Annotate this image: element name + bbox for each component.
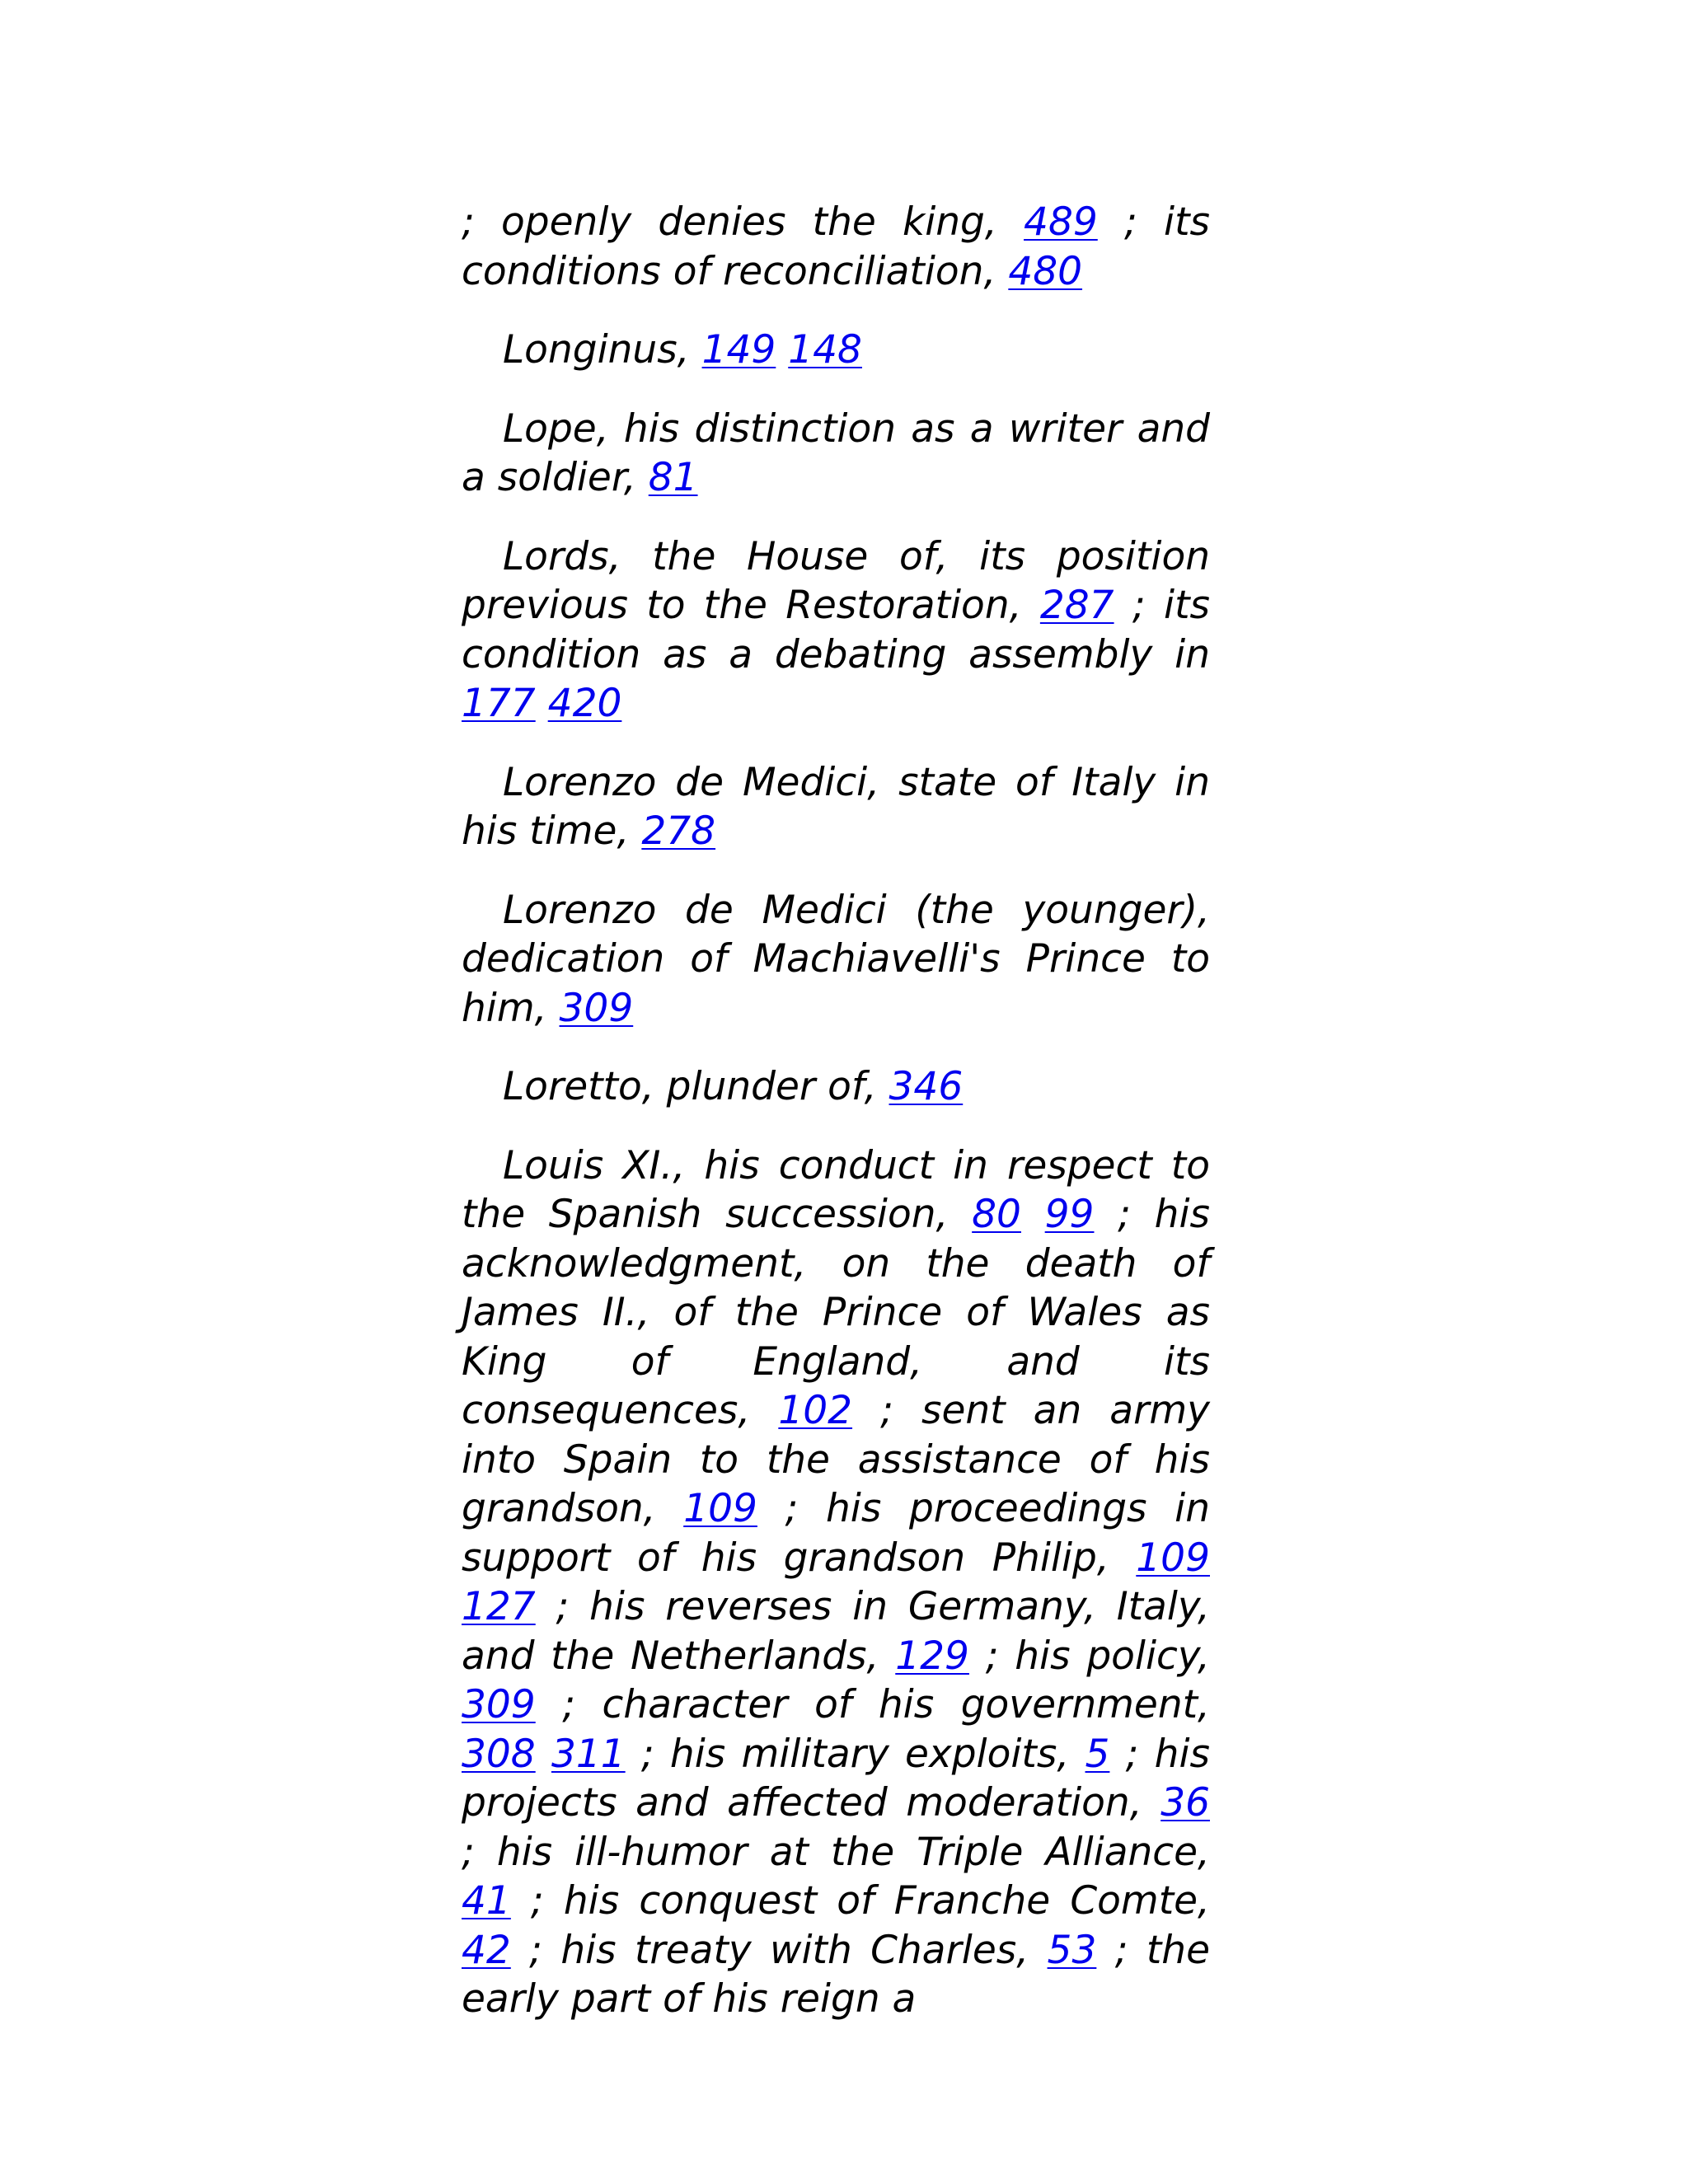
index-entry [462,886,1210,1033]
index-entry-text: ; the early part of his reign a [462,1927,1210,2022]
index-entry-text [536,681,548,726]
index-entry [462,405,1210,503]
page-reference-link[interactable]: 311 [551,1731,626,1777]
page-reference-link[interactable]: 102 [778,1388,853,1433]
page-reference-link[interactable]: 99 [1044,1192,1095,1237]
page-reference-link[interactable]: 149 [701,327,776,373]
page-reference-link[interactable]: 41 [462,1878,511,1924]
page-reference-link[interactable]: 489 [1024,199,1098,245]
index-entry-text [1021,1192,1045,1237]
page-reference-link[interactable]: 148 [788,327,862,373]
index-entry-text: ; his ill-humor at the Triple Alliance, [462,1829,1210,1875]
index-entry-continuation [462,198,1210,296]
page-reference-link[interactable]: 53 [1047,1927,1097,1973]
page-reference-link[interactable]: 309 [462,1682,536,1727]
index-entry-text: ; his conquest of Franche Comte, [510,1878,1210,1924]
index-entry-text: ; sent an army into Spain to the assistance of his grandson, [462,1388,1210,1531]
index-entry-text: ; openly denies the king, [462,199,1025,245]
index-entry-text: ; its condition as a debating assembly in [462,583,1210,677]
page-reference-link[interactable]: 278 [641,808,716,854]
page-reference-link[interactable]: 127 [462,1584,536,1629]
index-entry-text [776,327,788,373]
page-reference-link[interactable]: 346 [889,1064,964,1109]
index-entry-text: Lope, his distinction as a writer and a soldier, [462,405,1210,500]
page-reference-link[interactable]: 42 [462,1927,511,1973]
index-entry-text: ; character of his government, [535,1682,1210,1727]
index-entry [462,1141,1210,2024]
index-entry-text: Loretto, plunder of, [503,1064,889,1109]
index-entry-text: Lords, the House of, its position previous to the Restoration, [462,533,1210,628]
index-entry [462,758,1210,856]
index-entry-text: ; its conditions of reconciliation, [462,199,1210,294]
index-entry [462,326,1210,375]
index-page-column [462,198,1210,2054]
page-reference-link[interactable]: 177 [462,681,536,726]
page-reference-link[interactable]: 420 [547,681,622,726]
index-entry-text: Louis XI., his conduct in respect to the Spanish succession, [462,1142,1210,1237]
index-entry-text: ; his treaty with Charles, [510,1927,1048,1973]
index-entry-text: Longinus, [503,327,702,373]
page-reference-link[interactable]: 80 [972,1192,1021,1237]
page-reference-link[interactable]: 308 [462,1731,536,1777]
index-entry-text: Lorenzo de Medici, state of Italy in his time, [462,759,1210,854]
index-entry [462,532,1210,729]
page-reference-link[interactable]: 480 [1008,248,1083,294]
page-reference-link[interactable]: 81 [648,455,698,500]
index-entry-text: ; his proceedings in support of his grandson Philip, [462,1486,1210,1581]
index-entry-text [536,1732,551,1777]
index-entry-text: ; his military exploits, [625,1731,1085,1777]
index-entry-text: ; his policy, [968,1633,1210,1679]
index-entry [462,1062,1210,1112]
index-entry-text: ; his projects and affected moderation, [462,1731,1210,1825]
index-entry-text: Lorenzo de Medici (the younger), dedication of Machiavelli's Prince to him, [462,887,1210,1031]
page-reference-link[interactable]: 109 [683,1486,757,1531]
index-entry-text: ; his acknowledgment, on the death of James II., of the Prince of Wales as King of England, and its consequences, [462,1192,1210,1433]
index-entry-text: ; his reverses in Germany, Italy, and the Netherlands, [462,1584,1210,1679]
page-reference-link[interactable]: 129 [895,1633,969,1679]
page-reference-link[interactable]: 109 [1136,1535,1210,1581]
page-reference-link[interactable]: 309 [559,985,634,1031]
page-reference-link[interactable]: 287 [1039,583,1114,628]
page-reference-link[interactable]: 5 [1085,1731,1110,1777]
page-reference-link[interactable]: 36 [1160,1780,1210,1825]
